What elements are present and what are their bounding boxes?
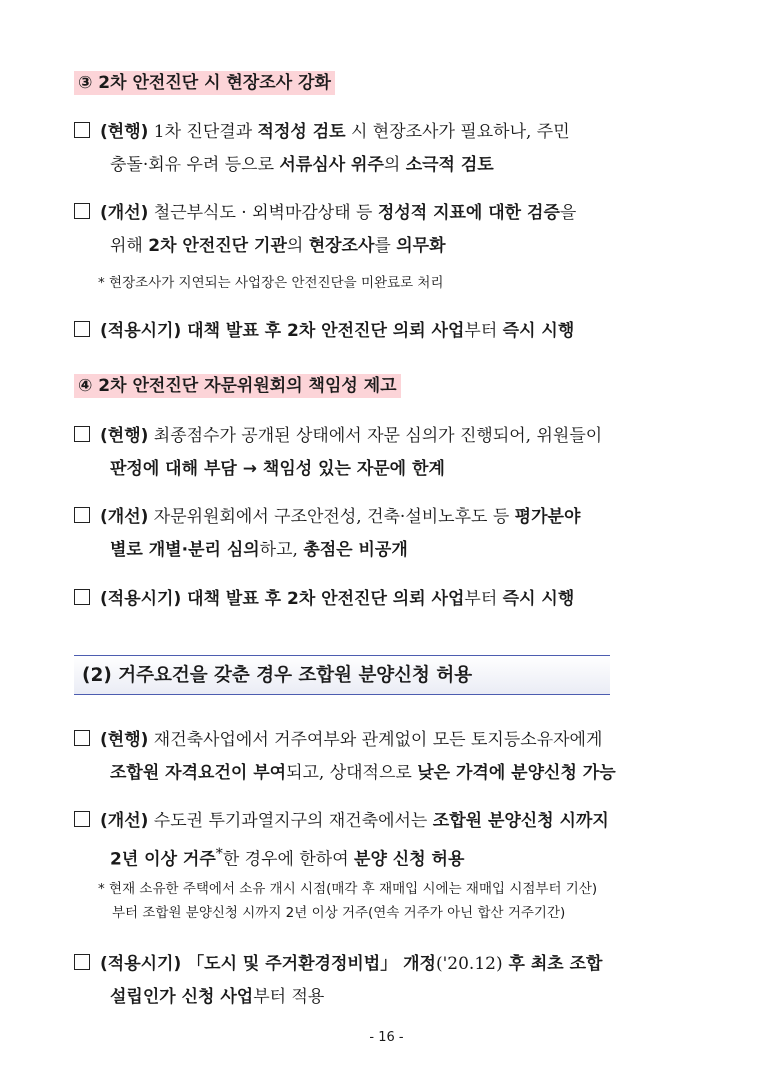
section3-current: (현행) 1차 진단결과 적정성 검토 시 현장조사가 필요하나, 주민 충돌·회유 우려 등으로 서류심사 위주의 소극적 검토 [74, 116, 704, 182]
section2-footnote: * 현재 소유한 주택에서 소유 개시 시점(매각 후 재매입 시에는 재매입 시점부터 기산) 부터 조합원 분양신청 시까지 2년 이상 거주(연속 거주가 아닌 합산 거주기간) [98, 881, 598, 921]
checkbox-icon [74, 122, 90, 138]
checkbox-icon [74, 203, 90, 219]
footnote-marker: * [215, 846, 223, 862]
checkbox-icon [74, 321, 90, 337]
section4-improve: (개선) 자문위원회에서 구조안전성, 건축·설비노후도 등 평가분야 별로 개별·분리 심의하고, 총점은 비공개 [74, 501, 704, 567]
section2-improve: (개선) 수도권 투기과열지구의 재건축에서는 조합원 분양신청 시까지 2년 이상 거주*한 경우에 한하여 분양 신청 허용 [74, 805, 704, 877]
section4-apply: (적용시기) 대책 발표 후 2차 안전진단 의뢰 사업부터 즉시 시행 [74, 583, 704, 616]
page-number: - 16 - [369, 1030, 404, 1045]
checkbox-icon [74, 811, 90, 827]
section3-heading: ③ 2차 안전진단 시 현장조사 강화 [74, 71, 335, 95]
footnote-star: * [98, 881, 105, 897]
section3-apply: (적용시기) 대책 발표 후 2차 안전진단 의뢰 사업부터 즉시 시행 [74, 315, 704, 348]
checkbox-icon [74, 954, 90, 970]
checkbox-icon [74, 589, 90, 605]
footnote-star: * [98, 275, 105, 291]
section2-heading: (2) 거주요건을 갖춘 경우 조합원 분양신청 허용 [74, 655, 610, 695]
section3-improve: (개선) 철근부식도 · 외벽마감상태 등 정성적 지표에 대한 검증을 위해 2차 안전진단 기관의 현장조사를 의무화 [74, 197, 704, 263]
section3-footnote: * 현장조사가 지연되는 사업장은 안전진단을 미완료로 처리 [98, 275, 444, 291]
section4-current: (현행) 최종점수가 공개된 상태에서 자문 심의가 진행되어, 위원들이 판정에 대해 부담 → 책임성 있는 자문에 한계 [74, 420, 704, 486]
checkbox-icon [74, 426, 90, 442]
right-arrow-icon: → [236, 459, 263, 479]
section2-current: (현행) 재건축사업에서 거주여부와 관계없이 모든 토지등소유자에게 조합원 자격요건이 부여되고, 상대적으로 낮은 가격에 분양신청 가능 [74, 724, 704, 790]
section4-heading: ④ 2차 안전진단 자문위원회의 책임성 제고 [74, 374, 401, 398]
checkbox-icon [74, 730, 90, 746]
checkbox-icon [74, 507, 90, 523]
section2-apply: (적용시기) 「도시 및 주거환경정비법」 개정('20.12) 후 최초 조합 설립인가 신청 사업부터 적용 [74, 948, 704, 1014]
